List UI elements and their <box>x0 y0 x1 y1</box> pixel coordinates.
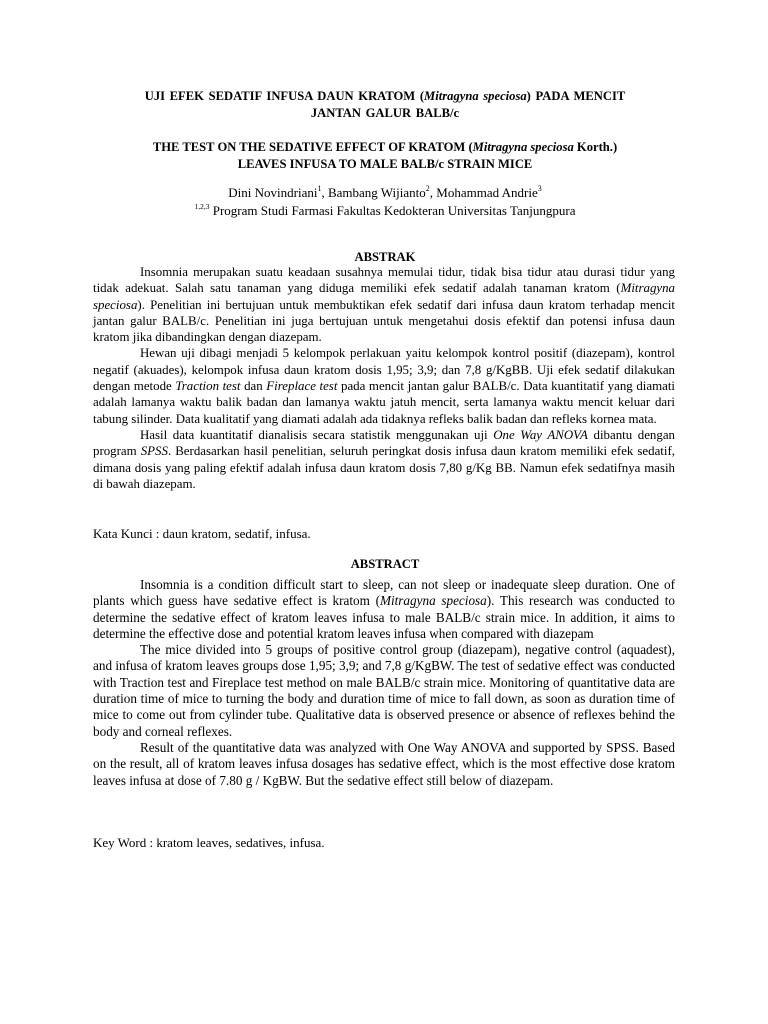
title-id-part1: UJI EFEK SEDATIF INFUSA DAUN KRATOM ( <box>144 89 425 103</box>
author-sup: 3 <box>537 183 542 193</box>
title-en-line2: LEAVES INFUSA TO MALE BALB/c STRAIN MICE <box>237 157 533 171</box>
author-sup: 2 <box>425 183 430 193</box>
title-id-species: Mitragyna speciosa <box>424 89 527 103</box>
author-sup: 1 <box>317 183 322 193</box>
abstrak-paragraph-1: Insomnia merupakan suatu keadaan susahnya memulai tidur, tidak bisa tidur atau durasi tidur yang tidak adekuat. Salah satu tanaman yang diduga memiliki efek sedatif adalah tanaman kratom (Mitragyna speciosa). Penelitian ini bertujuan untuk membuktikan efek sedatif dari infusa daun kratom terhadap mencit jantan galur BALB/c. Penelitian ini juga bertujuan untuk mengetahui dosis efektif dan potensi infusa daun kratom jika dibandingkan dengan diazepam. <box>93 265 675 345</box>
author-name: Dini Novindriani <box>228 185 318 200</box>
title-english <box>90 139 680 173</box>
abstract-body <box>93 577 675 789</box>
kata-kunci: Kata Kunci : daun kratom, sedatif, infusa. <box>93 526 311 541</box>
abstrak-body <box>93 264 675 492</box>
title-en-part1: THE TEST ON THE SEDATIVE EFFECT OF KRATOM ( <box>152 140 473 154</box>
abstrak-paragraph-2: Hewan uji dibagi menjadi 5 kelompok perlakuan yaitu kelompok kontrol positif (diazepam), kontrol negatif (akuades), kelompok infusa daun kratom dosis 1,95; 3,9; dan 7,8 g/KgBB. Uji efek sedatif dilakukan dengan metode Traction test dan Fireplace test pada mencit jantan galur BALB/c. Data kuantitatif yang diamati adalah lamanya waktu balik badan dan lamanya waktu jatuh mencit, serta lamanya waktu mencit keluar dari tabung silinder. Data kualitatif yang diamati adalah ada tidaknya refleks balik badan dan refleks kornea mata. <box>93 346 675 426</box>
abstract-paragraph-3: Result of the quantitative data was analyzed with One Way ANOVA and supported by SPSS. Based on the result, all of kratom leaves infusa dosages has sedative effect, which is the most effective dose kratom leaves infusa at dose of 7.80 g / KgBW. But the sedative effect still below of diazepam. <box>93 739 675 788</box>
title-id-part2: ) PADA MENCIT <box>526 89 626 103</box>
title-en-part2: Korth.) <box>573 140 618 154</box>
author-list: Dini Novindriani$^1$, Bambang Wijianto$^2$, Mohammad Andrie$^3$ <box>228 183 542 200</box>
abstract-paragraph-2: The mice divided into 5 groups of positive control group (diazepam), negative control (aquadest), and infusa of kratom leaves groups dose 1,95; 3,9; and 7,8 g/KgBW. The test of sedative effect was conducted with Traction test and Fireplace test method on male BALB/c strain mice. Monitoring of quantitative data are duration time of mice to turning the body and duration time of mice to fall down, as soon as duration time of mice to come out from cylinder tube. Qualitative data is observed presence or absence of reflexes behind the body and corneal reflexes. <box>93 642 675 739</box>
title-id-line2: JANTAN GALUR BALB/c <box>310 106 460 120</box>
abstract-paragraph-1: Insomnia is a condition difficult start to sleep, can not sleep or inadequate sleep duration. One of plants which guess have sedative effect is kratom (Mitragyna speciosa). This research was conducted to determine the sedative effect of kratom leaves infusa to male BALB/c strain mice. In addition, it aims to determine the effective dose and potential kratom leaves infusa when compared with diazepam <box>93 577 675 641</box>
author-name: Mohammad Andrie <box>436 185 538 200</box>
key-word: Key Word : kratom leaves, sedatives, infusa. <box>93 835 325 850</box>
author-name: Bambang Wijianto <box>327 185 426 200</box>
title-en-species: Mitragyna speciosa <box>472 140 574 154</box>
abstract-heading: ABSTRACT <box>350 557 420 571</box>
abstrak-heading: ABSTRAK <box>354 250 416 264</box>
abstrak-paragraph-3: Hasil data kuantitatif dianalisis secara statistik menggunakan uji One Way ANOVA dibantu dengan program SPSS. Berdasarkan hasil penelitian, seluruh peringkat dosis infusa daun kratom memiliki efek sedatif, dimana dosis yang paling efektif adalah infusa daun kratom dosis 7,80 g/Kg BB. Namun efek sedatifnya masih di bawah diazepam. <box>93 427 675 491</box>
affiliation-text: Program Studi Farmasi Fakultas Kedokteran Universitas Tanjungpura <box>212 203 576 218</box>
affiliation <box>90 202 680 219</box>
affiliation-sup: 1,2,3 <box>194 201 210 211</box>
title-indonesian <box>90 88 680 122</box>
